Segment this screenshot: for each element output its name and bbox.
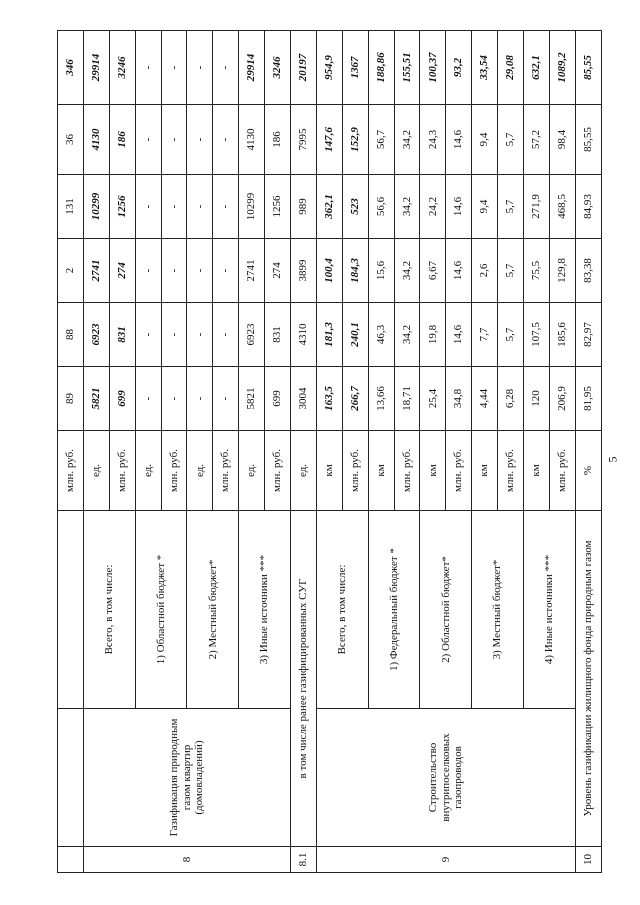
row-label: Строительство внутрипоселковых газопроводов: [316, 709, 575, 847]
cell-value: 1367: [342, 31, 368, 105]
cell-value: -: [187, 175, 213, 239]
cell-value: 155,51: [394, 31, 420, 105]
cell-value: -: [161, 105, 187, 175]
header-value: 88: [58, 303, 84, 367]
cell-value: 34,8: [446, 367, 472, 431]
cell-value: 56,6: [368, 175, 394, 239]
row-unit: ед.: [291, 431, 317, 511]
cell-value: 3899: [291, 239, 317, 303]
cell-value: 4,44: [472, 367, 498, 431]
cell-value: -: [135, 105, 161, 175]
cell-value: 100,4: [316, 239, 342, 303]
cell-value: 82,97: [575, 303, 601, 367]
cell-value: -: [135, 303, 161, 367]
cell-value: -: [213, 303, 239, 367]
cell-value: 186: [109, 105, 135, 175]
cell-value: 5,7: [498, 105, 524, 175]
table-row: [83, 31, 109, 873]
cell-value: 9,4: [472, 175, 498, 239]
cell-value: 29,08: [498, 31, 524, 105]
cell-value: 7,7: [472, 303, 498, 367]
cell-value: 147,6: [316, 105, 342, 175]
row-sublabel: 3) Иные источники ***: [239, 511, 291, 709]
cell-value: 1256: [109, 175, 135, 239]
cell-value: 274: [109, 239, 135, 303]
row-unit: %: [575, 431, 601, 511]
cell-value: 699: [109, 367, 135, 431]
row-sublabel: Всего, в том числе:: [316, 511, 368, 709]
cell-value: 14,6: [446, 105, 472, 175]
cell-value: 83,38: [575, 239, 601, 303]
cell-value: 34,2: [394, 105, 420, 175]
cell-value: 184,3: [342, 239, 368, 303]
gasification-table: [57, 30, 602, 873]
row-sublabel: 1) Федеральный бюджет *: [368, 511, 420, 709]
row-unit: ед.: [187, 431, 213, 511]
cell-value: 10299: [239, 175, 265, 239]
cell-value: 84,93: [575, 175, 601, 239]
header-value: 89: [58, 367, 84, 431]
cell-value: 15,6: [368, 239, 394, 303]
cell-value: 3246: [265, 31, 291, 105]
row-unit: млн. руб.: [342, 431, 368, 511]
cell-value: 13,66: [368, 367, 394, 431]
cell-value: 271,9: [524, 175, 550, 239]
cell-value: 152,9: [342, 105, 368, 175]
row-unit: ед.: [83, 431, 109, 511]
row-unit: млн. руб.: [161, 431, 187, 511]
cell-value: -: [187, 105, 213, 175]
cell-value: 29914: [239, 31, 265, 105]
cell-value: 2,6: [472, 239, 498, 303]
header-value: 346: [58, 31, 84, 105]
cell-value: 93,2: [446, 31, 472, 105]
cell-value: 2741: [239, 239, 265, 303]
cell-value: 3246: [109, 31, 135, 105]
cell-value: 24,3: [420, 105, 446, 175]
row-unit: млн. руб.: [498, 431, 524, 511]
cell-value: 14,6: [446, 303, 472, 367]
cell-value: 5,7: [498, 175, 524, 239]
cell-value: 989: [291, 175, 317, 239]
row-label: Уровень газификации жилищного фонда природным газом: [575, 511, 601, 847]
row-sublabel: 4) Иные источники ***: [524, 511, 576, 709]
cell-value: -: [213, 31, 239, 105]
row-unit: км: [524, 431, 550, 511]
cell-value: 5821: [239, 367, 265, 431]
row-unit: ед.: [135, 431, 161, 511]
row-number: 10: [575, 847, 601, 873]
cell-value: 10299: [83, 175, 109, 239]
row-unit: км: [420, 431, 446, 511]
cell-value: 240,1: [342, 303, 368, 367]
row-unit: млн. руб.: [213, 431, 239, 511]
cell-value: 24,2: [420, 175, 446, 239]
cell-value: 6923: [239, 303, 265, 367]
cell-value: 75,5: [524, 239, 550, 303]
cell-value: 4130: [83, 105, 109, 175]
cell-value: 2741: [83, 239, 109, 303]
row-unit: млн. руб.: [109, 431, 135, 511]
cell-value: -: [135, 31, 161, 105]
cell-value: 85,55: [575, 105, 601, 175]
cell-value: -: [161, 31, 187, 105]
header-value: 131: [58, 175, 84, 239]
cell-value: 6923: [83, 303, 109, 367]
row-number: 8.1: [291, 847, 317, 873]
cell-value: 100,37: [420, 31, 446, 105]
header-unit: млн. руб.: [58, 431, 84, 511]
row-sublabel: 3) Местный бюджет*: [472, 511, 524, 709]
cell-value: 362,1: [316, 175, 342, 239]
row-unit: ед.: [239, 431, 265, 511]
cell-value: 5,7: [498, 239, 524, 303]
cell-value: 85,55: [575, 31, 601, 105]
cell-value: -: [161, 175, 187, 239]
cell-value: -: [187, 31, 213, 105]
cell-value: -: [161, 367, 187, 431]
cell-value: 33,54: [472, 31, 498, 105]
cell-value: 5,7: [498, 303, 524, 367]
table-row: [316, 31, 342, 873]
cell-value: 129,8: [549, 239, 575, 303]
cell-value: 14,6: [446, 175, 472, 239]
cell-value: 3004: [291, 367, 317, 431]
cell-value: 163,5: [316, 367, 342, 431]
row-unit: млн. руб.: [549, 431, 575, 511]
cell-value: 14,6: [446, 239, 472, 303]
cell-value: 98,4: [549, 105, 575, 175]
row-unit: км: [316, 431, 342, 511]
cell-value: 25,4: [420, 367, 446, 431]
cell-value: 29914: [83, 31, 109, 105]
cell-value: 107,5: [524, 303, 550, 367]
cell-value: 206,9: [549, 367, 575, 431]
cell-value: -: [187, 303, 213, 367]
cell-value: 34,2: [394, 239, 420, 303]
cell-value: -: [187, 239, 213, 303]
cell-value: 9,4: [472, 105, 498, 175]
cell-value: 6,28: [498, 367, 524, 431]
table-row: [575, 31, 601, 873]
row-number: 8: [83, 847, 290, 873]
header-row: [58, 31, 84, 873]
cell-value: 188,86: [368, 31, 394, 105]
cell-value: -: [161, 303, 187, 367]
cell-value: 831: [109, 303, 135, 367]
header-value: 2: [58, 239, 84, 303]
cell-value: 34,2: [394, 303, 420, 367]
row-sublabel: Всего, в том числе:: [83, 511, 135, 709]
row-number: 9: [316, 847, 575, 873]
header-value: 36: [58, 105, 84, 175]
cell-value: 18,71: [394, 367, 420, 431]
cell-value: -: [135, 239, 161, 303]
cell-value: -: [213, 239, 239, 303]
cell-value: -: [213, 367, 239, 431]
cell-value: 831: [265, 303, 291, 367]
cell-value: 7995: [291, 105, 317, 175]
cell-value: 468,5: [549, 175, 575, 239]
cell-value: -: [135, 175, 161, 239]
row-unit: млн. руб.: [265, 431, 291, 511]
row-sublabel: 2) Местный бюджет*: [187, 511, 239, 709]
cell-value: 56,7: [368, 105, 394, 175]
cell-value: 81,95: [575, 367, 601, 431]
cell-value: 274: [265, 239, 291, 303]
row-label: в том числе ранее газифицированных СУГ: [291, 511, 317, 847]
cell-value: -: [213, 105, 239, 175]
cell-value: 6,67: [420, 239, 446, 303]
cell-value: -: [213, 175, 239, 239]
cell-value: 181,3: [316, 303, 342, 367]
cell-value: 1256: [265, 175, 291, 239]
cell-value: 57,2: [524, 105, 550, 175]
page-number: 5: [605, 456, 620, 463]
cell-value: 266,7: [342, 367, 368, 431]
row-label: Газификация природным газом квартир (домовладений): [83, 709, 290, 847]
cell-value: -: [187, 367, 213, 431]
cell-value: 120: [524, 367, 550, 431]
row-unit: км: [472, 431, 498, 511]
cell-value: 5821: [83, 367, 109, 431]
cell-value: 186: [265, 105, 291, 175]
cell-value: 185,6: [549, 303, 575, 367]
cell-value: 20197: [291, 31, 317, 105]
row-sublabel: 2) Областной бюджет*: [420, 511, 472, 709]
cell-value: -: [135, 367, 161, 431]
row-unit: млн. руб.: [446, 431, 472, 511]
cell-value: 19,8: [420, 303, 446, 367]
cell-value: 632,1: [524, 31, 550, 105]
rotated-table-wrapper: [57, 31, 602, 873]
cell-value: 954,9: [316, 31, 342, 105]
cell-value: 46,3: [368, 303, 394, 367]
row-unit: км: [368, 431, 394, 511]
cell-value: 4310: [291, 303, 317, 367]
cell-value: 4130: [239, 105, 265, 175]
cell-value: -: [161, 239, 187, 303]
row-unit: млн. руб.: [394, 431, 420, 511]
row-sublabel: 1) Областной бюджет *: [135, 511, 187, 709]
cell-value: 1089,2: [549, 31, 575, 105]
table-row: [291, 31, 317, 873]
cell-value: 699: [265, 367, 291, 431]
cell-value: 34,2: [394, 175, 420, 239]
cell-value: 523: [342, 175, 368, 239]
